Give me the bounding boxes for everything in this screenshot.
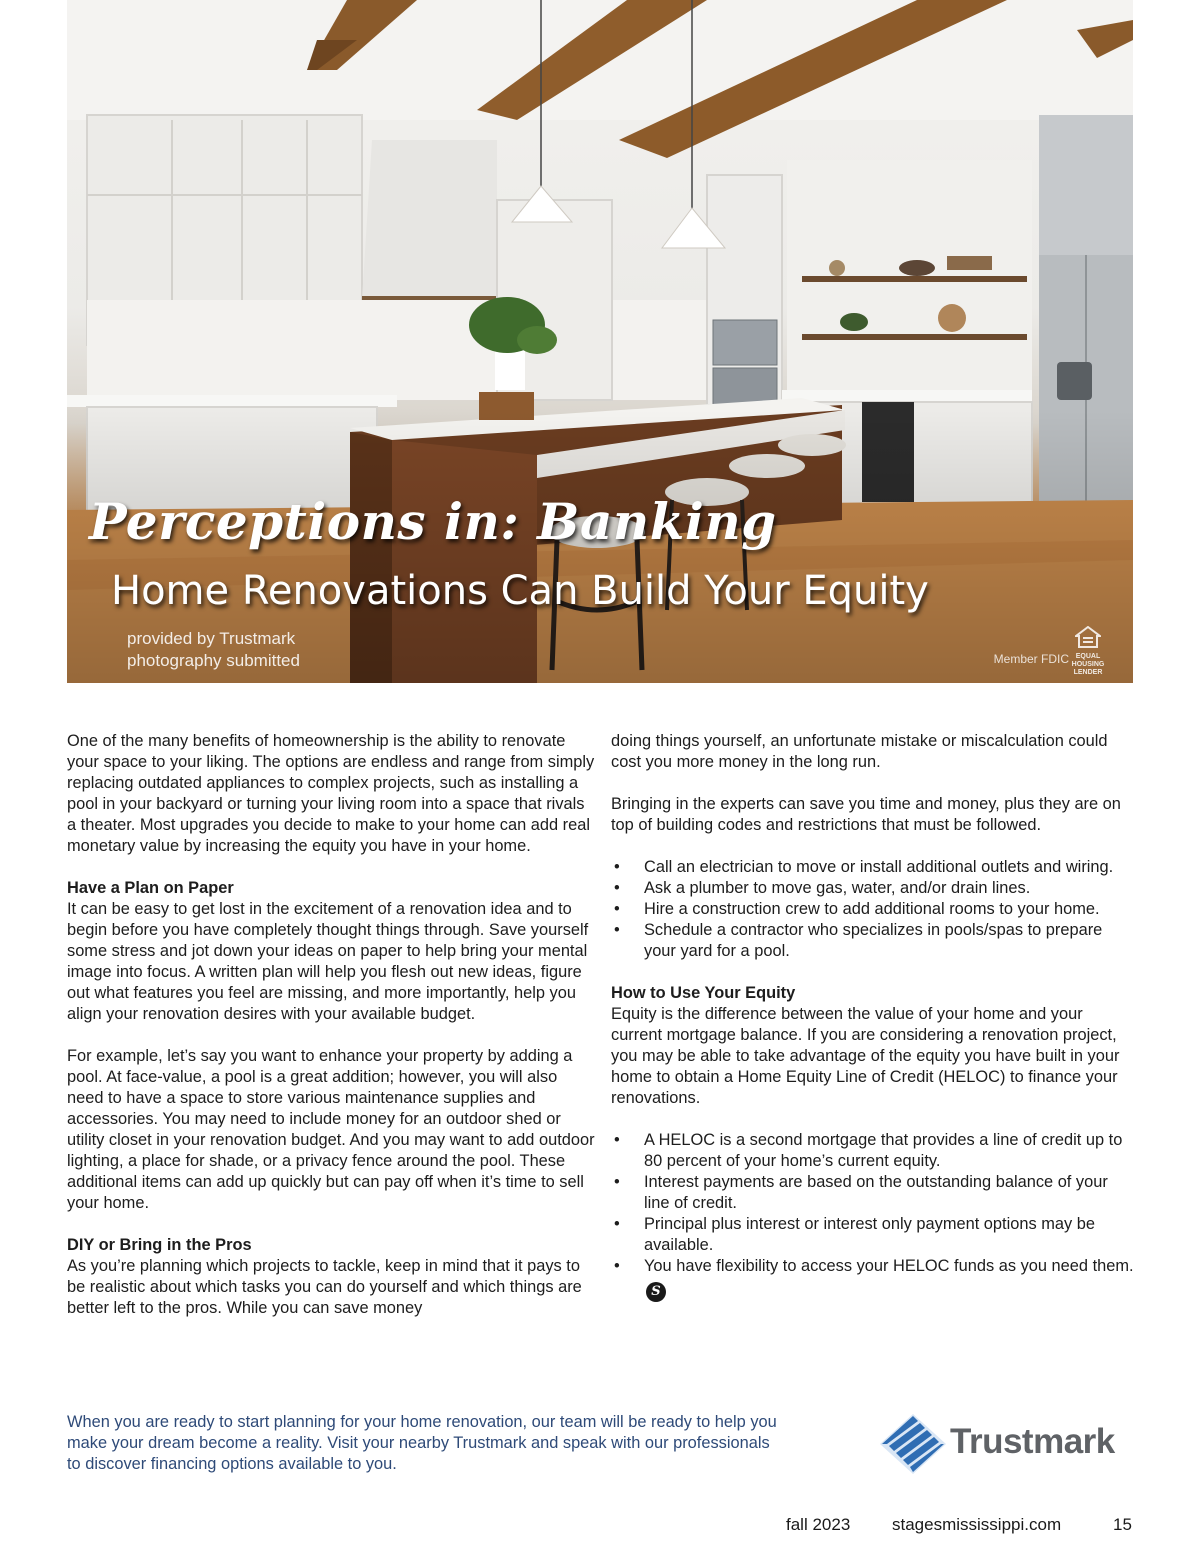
experts-paragraph: Bringing in the experts can save you time and money, plus they are on top of building codes and restrictions that must be followed. (611, 795, 1121, 834)
credit-photography: photography submitted (127, 651, 300, 670)
bullet: • (614, 858, 620, 876)
bullet: • (614, 1257, 620, 1275)
list-item (611, 857, 1136, 878)
fdic-notice: Member FDIC (993, 652, 1069, 666)
list-item (611, 1130, 1136, 1172)
list-item-text: You have flexibility to access your HELOC funds as you need them. (644, 1257, 1134, 1275)
trustmark-wordmark: Trustmark (950, 1422, 1115, 1461)
equity-paragraph: Equity is the difference between the value of your home and your current mortgage balance. If you are considering a renovation project, you may be able to take advantage of the equity you have built in your home to obtain a Home Equity Line of Credit (HELOC) to finance your renovations. (611, 1005, 1120, 1107)
heloc-bullet-list (611, 1130, 1136, 1302)
list-item (611, 920, 1136, 962)
list-item-text: Interest payments are based on the outstanding balance of your line of credit. (644, 1173, 1108, 1212)
list-item-text: Call an electrician to move or install additional outlets and wiring. (644, 858, 1114, 876)
equal-housing-icon (1075, 626, 1101, 648)
series-title: Perceptions in: Banking (89, 492, 777, 551)
footer-issue: fall 2023 (786, 1515, 851, 1534)
footer-page-number: 15 (1113, 1515, 1132, 1534)
hero-image (67, 0, 1133, 683)
call-to-action: When you are ready to start planning for your home renovation, our team will be ready to help you make your dream become a reality. Visit your nearby Trustmark and speak with our professionals to discover financing options available to you. (67, 1413, 777, 1473)
bullet: • (614, 921, 620, 939)
left-column (67, 731, 595, 1340)
bullet: • (614, 1131, 620, 1149)
credit-provided-by: provided by Trustmark (127, 629, 296, 648)
bullet: • (614, 879, 620, 897)
end-of-article-icon: S (646, 1282, 666, 1302)
list-item (611, 1256, 1136, 1302)
heading-diy-or-pros: DIY or Bring in the Pros (67, 1236, 252, 1254)
list-item-text: Hire a construction crew to add additional rooms to your home. (644, 900, 1100, 918)
list-item-text: Principal plus interest or interest only payment options may be available. (644, 1215, 1095, 1254)
list-item (611, 878, 1136, 899)
equal-housing-lender-badge (1070, 626, 1106, 677)
bullet: • (614, 1215, 620, 1233)
bullet: • (614, 1173, 620, 1191)
heading-use-your-equity: How to Use Your Equity (611, 984, 796, 1002)
footer-website: stagesmississippi.com (892, 1515, 1062, 1534)
trustmark-logo (878, 1412, 1130, 1476)
list-item-text: Schedule a contractor who specializes in pools/spas to prepare your yard for a pool. (644, 921, 1103, 960)
equal-housing-lender-text: EQUAL HOUSING LENDER (1071, 653, 1105, 676)
intro-paragraph: One of the many benefits of homeownership is the ability to renovate your space to your liking. The options are endless and range from simply replacing outdated appliances to complex projects, such as installing a pool in your backyard or turning your living room into a space that rivals a theater. Most upgrades you decide to make to your home can add real monetary value by increasing the equity you have in your home. (67, 732, 595, 855)
pro-bullet-list (611, 857, 1136, 962)
list-item (611, 1172, 1136, 1214)
diy-paragraph: As you’re planning which projects to tackle, keep in mind that it pays to be realistic about which tasks you can do yourself and which things are better left to the pros. While you can save money (67, 1257, 582, 1317)
heading-plan-on-paper: Have a Plan on Paper (67, 879, 234, 897)
right-column (611, 731, 1136, 1323)
article-credit (127, 628, 300, 672)
list-item-text: A HELOC is a second mortgage that provides a line of credit up to 80 percent of your home’s current equity. (644, 1131, 1123, 1170)
list-item-text: Ask a plumber to move gas, water, and/or drain lines. (644, 879, 1031, 897)
trustmark-logo-icon (878, 1412, 948, 1476)
plan-paragraph: It can be easy to get lost in the excitement of a renovation idea and to begin before you have completely thought things through. Save yourself some stress and jot down your ideas on paper to help bring your mental image into focus. A written plan will help you flesh out new ideas, figure out what features you feel are missing, and more importantly, help you align your renovation desires with your available budget. (67, 900, 589, 1023)
article-headline: Home Renovations Can Build Your Equity (111, 568, 929, 614)
example-paragraph: For example, let’s say you want to enhance your property by adding a pool. At face-value, a pool is a great addition; however, you will also need to have a space to store various maintenance supplies and accessories. You may need to include money for an outdoor shed or utility closet in your renovation budget. And you may want to add outdoor lighting, a place for shade, or a privacy fence around the pool. These additional items can add up quickly but can pay off when it’s time to sell your home. (67, 1047, 595, 1212)
bullet: • (614, 900, 620, 918)
list-item (611, 899, 1136, 920)
list-item (611, 1214, 1136, 1256)
diy-continued-paragraph: doing things yourself, an unfortunate mistake or miscalculation could cost you more money in the long run. (611, 732, 1108, 771)
